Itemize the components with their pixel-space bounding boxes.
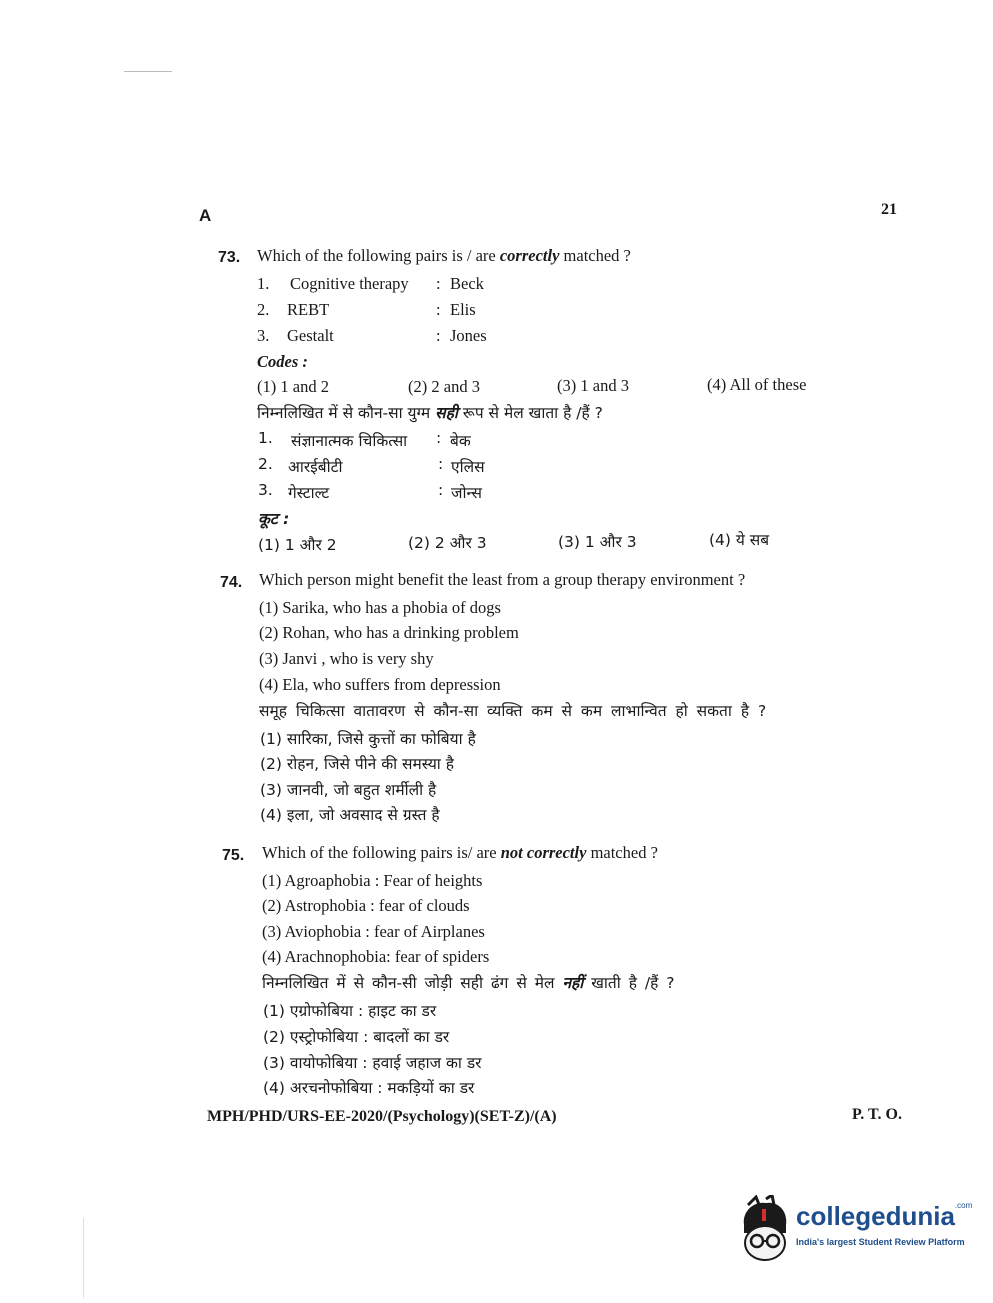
option: (4) Arachnophobia: fear of spiders [262, 947, 490, 966]
hindi-pair-match: बेक [450, 432, 471, 450]
question-stem: Which of the following pairs is/ are not correctly matched ? [262, 843, 658, 862]
option: (3) Janvi , who is very shy [259, 649, 434, 668]
option: (2) Rohan, who has a drinking problem [259, 623, 519, 642]
question-number: 75. [222, 847, 245, 864]
scan-rule-bottom [83, 1218, 84, 1298]
hindi-option: (2) एस्ट्रोफोबिया : बादलों का डर [263, 1028, 450, 1046]
question-stem: Which person might benefit the least from a group therapy environment ? [259, 570, 746, 589]
option: (1) 1 and 2 [257, 377, 329, 396]
hindi-pair-num: 3. [258, 481, 273, 499]
pair-row: 2. [257, 300, 270, 319]
option: (3) Aviophobia : fear of Airplanes [262, 922, 485, 941]
pair-row: 1. [257, 274, 270, 293]
pair-sep: : [436, 326, 441, 345]
set-letter: A [199, 206, 212, 225]
option: (4) Ela, who suffers from depression [259, 675, 501, 694]
hindi-option: (1) 1 और 2 [258, 536, 337, 554]
pair-sep: : [436, 300, 441, 319]
option: (2) 2 and 3 [408, 377, 480, 396]
hindi-option: (1) एग्रोफोबिया : हाइट का डर [263, 1002, 437, 1020]
hindi-option: (2) रोहन, जिसे पीने की समस्या है [260, 755, 454, 773]
hindi-pair-sep: : [438, 481, 444, 499]
pair-match: Elis [450, 300, 476, 319]
mascot-icon [736, 1195, 794, 1263]
logo-tagline: India's largest Student Review Platform [796, 1237, 965, 1247]
option: (1) Agroaphobia : Fear of heights [262, 871, 483, 890]
pair-term: REBT [287, 300, 330, 319]
hindi-pair-sep: : [438, 455, 444, 473]
scan-rule-top [124, 71, 172, 72]
collegedunia-logo[interactable] [736, 1195, 973, 1265]
hindi-pair-term: गेस्टाल्ट [288, 484, 330, 502]
question-number: 73. [218, 249, 241, 266]
hindi-option: (1) सारिका, जिसे कुत्तों का फोबिया है [260, 730, 476, 748]
hindi-pair-match: एलिस [451, 458, 485, 476]
pair-term: Gestalt [287, 326, 334, 345]
logo-name: collegedunia$^{.com}$ [796, 1201, 973, 1231]
pair-sep: : [436, 274, 441, 293]
hindi-option: (3) वायोफोबिया : हवाई जहाज का डर [263, 1054, 482, 1072]
hindi-option: (4) इला, जो अवसाद से ग्रस्त है [260, 806, 440, 824]
pair-term: Cognitive therapy [290, 274, 409, 293]
pto-label: P. T. O. [852, 1106, 902, 1123]
hindi-stem: निम्नलिखित में से कौन-सी जोड़ी सही ढंग से मेल नहीं खाती है /हैं ? [262, 974, 675, 992]
hindi-stem: निम्नलिखित में से कौन-सा युग्म सही रूप से मेल खाता है /हैं ? [257, 404, 603, 422]
hindi-stem: समूह चिकित्सा वातावरण से कौन-सा व्यक्ति कम से कम लाभान्वित हो सकता है ? [259, 702, 767, 720]
hindi-option: (3) जानवी, जो बहुत शर्मीली है [260, 781, 437, 799]
option: (3) 1 and 3 [557, 376, 629, 395]
hindi-pair-sep: : [436, 429, 442, 447]
pair-row: 3. [257, 326, 270, 345]
option: (2) Astrophobia : fear of clouds [262, 896, 470, 915]
pair-match: Jones [450, 326, 487, 345]
hindi-pair-term: आरईबीटी [288, 458, 343, 476]
hindi-pair-num: 1. [258, 429, 273, 447]
hindi-pair-num: 2. [258, 455, 273, 473]
hindi-pair-match: जोन्स [451, 484, 482, 502]
hindi-option: (4) अरचनोफोबिया : मकड़ियों का डर [263, 1079, 475, 1097]
hindi-option: (3) 1 और 3 [558, 533, 637, 551]
hindi-codes-label: कूट : [258, 510, 290, 528]
codes-label: Codes : [257, 352, 308, 371]
paper-code: MPH/PHD/URS-EE-2020/(Psychology)(SET-Z)/(A) [207, 1108, 557, 1125]
option: (1) Sarika, who has a phobia of dogs [259, 598, 501, 617]
page-number: 21 [881, 201, 897, 218]
option: (4) All of these [707, 375, 807, 394]
question-number: 74. [220, 574, 243, 591]
question-stem: Which of the following pairs is / are correctly matched ? [257, 246, 631, 265]
pair-match: Beck [450, 274, 484, 293]
hindi-option: (2) 2 और 3 [408, 534, 487, 552]
hindi-pair-term: संज्ञानात्मक चिकित्सा [291, 432, 408, 450]
hindi-option: (4) ये सब [709, 531, 770, 549]
